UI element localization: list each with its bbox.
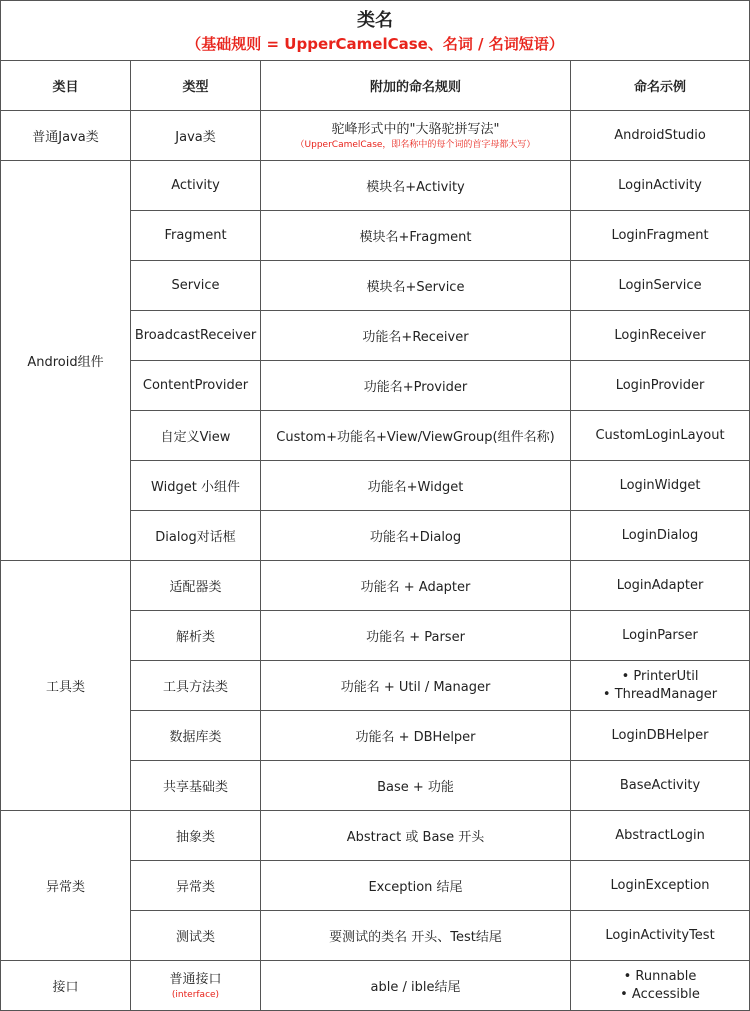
type-cell: 适配器类: [131, 561, 261, 611]
type-cell: 测试类: [131, 911, 261, 961]
example-cell: LoginReceiver: [571, 311, 750, 361]
rule-cell: Exception 结尾: [261, 861, 571, 911]
type-cell: 数据库类: [131, 711, 261, 761]
example-cell: [571, 661, 750, 711]
rule-note: （UpperCamelCase，即名称中的每个词的首字母都大写）: [295, 139, 536, 150]
type-cell: Java类: [131, 111, 261, 161]
example-cell: LoginParser: [571, 611, 750, 661]
example-item: • PrinterUtil: [621, 668, 699, 684]
category-cell: 接口: [1, 961, 131, 1011]
example-cell: LoginService: [571, 261, 750, 311]
rule-cell: 模块名+Fragment: [261, 211, 571, 261]
rule-cell: [261, 111, 571, 161]
rule-cell: 功能名 + Adapter: [261, 561, 571, 611]
table-title: 类名: [357, 9, 394, 31]
rule-cell: 功能名 + DBHelper: [261, 711, 571, 761]
example-cell: BaseActivity: [571, 761, 750, 811]
rule-cell: Abstract 或 Base 开头: [261, 811, 571, 861]
type-cell: Activity: [131, 161, 261, 211]
type-cell: Fragment: [131, 211, 261, 261]
rule-cell: able / ible结尾: [261, 961, 571, 1011]
header-rule: 附加的命名规则: [261, 61, 571, 111]
table-row: [1, 561, 750, 611]
category-cell: 普通Java类: [1, 111, 131, 161]
example-cell: AndroidStudio: [571, 111, 750, 161]
example-cell: LoginException: [571, 861, 750, 911]
example-cell: LoginActivity: [571, 161, 750, 211]
type-cell: 解析类: [131, 611, 261, 661]
rule-cell: 功能名 + Util / Manager: [261, 661, 571, 711]
rule-cell: Custom+功能名+View/ViewGroup(组件名称): [261, 411, 571, 461]
type-cell: Widget 小组件: [131, 461, 261, 511]
type-cell: 自定义View: [131, 411, 261, 461]
table-title-cell: [1, 1, 750, 61]
header-row: [1, 61, 750, 111]
header-example: 命名示例: [571, 61, 750, 111]
example-item: • Accessible: [620, 986, 700, 1002]
category-cell: 工具类: [1, 561, 131, 811]
table-row: [1, 111, 750, 161]
example-cell: LoginFragment: [571, 211, 750, 261]
table-row: [1, 811, 750, 861]
category-cell: Android组件: [1, 161, 131, 561]
rule-cell: 模块名+Service: [261, 261, 571, 311]
example-cell: [571, 961, 750, 1011]
example-cell: LoginAdapter: [571, 561, 750, 611]
example-cell: LoginDialog: [571, 511, 750, 561]
table-row: [1, 161, 750, 211]
rule-cell: Base + 功能: [261, 761, 571, 811]
example-cell: LoginWidget: [571, 461, 750, 511]
rule-cell: 功能名+Dialog: [261, 511, 571, 561]
rule-text: 驼峰形式中的"大骆驼拼写法": [331, 121, 500, 137]
table-row: [1, 961, 750, 1011]
type-cell: [131, 961, 261, 1011]
rule-cell: 功能名+Provider: [261, 361, 571, 411]
example-cell: LoginDBHelper: [571, 711, 750, 761]
rule-cell: 功能名+Receiver: [261, 311, 571, 361]
example-cell: LoginProvider: [571, 361, 750, 411]
type-cell: Dialog对话框: [131, 511, 261, 561]
header-type: 类型: [131, 61, 261, 111]
rule-cell: 模块名+Activity: [261, 161, 571, 211]
type-cell: 工具方法类: [131, 661, 261, 711]
type-cell: ContentProvider: [131, 361, 261, 411]
table-subtitle: （基础规则 = UpperCamelCase、名词 / 名词短语）: [186, 34, 564, 53]
type-cell: BroadcastReceiver: [131, 311, 261, 361]
example-cell: AbstractLogin: [571, 811, 750, 861]
category-cell: 异常类: [1, 811, 131, 961]
type-cell: Service: [131, 261, 261, 311]
type-cell: 抽象类: [131, 811, 261, 861]
type-cell: 异常类: [131, 861, 261, 911]
type-note: (interface): [171, 989, 220, 1000]
type-cell: 共享基础类: [131, 761, 261, 811]
rule-cell: 功能名+Widget: [261, 461, 571, 511]
rule-cell: 功能名 + Parser: [261, 611, 571, 661]
type-text: 普通接口: [169, 971, 222, 987]
example-cell: LoginActivityTest: [571, 911, 750, 961]
example-cell: CustomLoginLayout: [571, 411, 750, 461]
example-item: • ThreadManager: [602, 686, 718, 702]
rule-cell: 要测试的类名 开头、Test结尾: [261, 911, 571, 961]
header-category: 类目: [1, 61, 131, 111]
example-item: • Runnable: [623, 968, 697, 984]
